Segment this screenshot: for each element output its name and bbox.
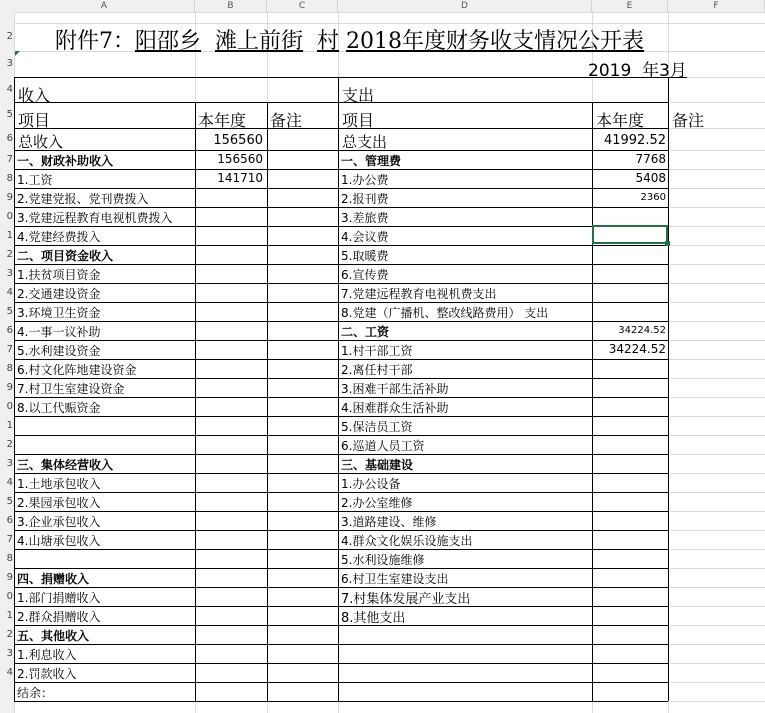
income-row-label[interactable]: 1.工资 — [17, 173, 53, 187]
cell-border — [14, 102, 668, 103]
row-header-number[interactable]: 5 — [6, 109, 13, 120]
title-prefix: 附件7： — [55, 29, 135, 54]
row-header-number[interactable]: 3 — [6, 647, 13, 659]
expense-row-label[interactable]: 三、基础建设 — [341, 458, 414, 472]
cell-border — [338, 77, 339, 701]
row-header-bar — [0, 12, 15, 713]
cell-border — [668, 77, 669, 701]
title-village: 村 — [317, 29, 340, 54]
expense-row-label[interactable]: 7.党建远程教育电视机费支出 — [341, 287, 497, 301]
column-header-c[interactable]: C — [267, 0, 338, 12]
row-header-number[interactable]: 5 — [6, 495, 13, 507]
expense-row-label[interactable]: 3.道路建设、维修 — [341, 515, 437, 529]
income-row-value[interactable]: 156560 — [217, 152, 263, 166]
cell-border — [14, 226, 668, 227]
cell-border — [195, 102, 196, 701]
cell-border — [14, 682, 668, 683]
cell-border — [14, 321, 668, 322]
expense-row-label[interactable]: 6.宣传费 — [341, 268, 389, 282]
income-row-label[interactable]: 6.村文化阵地建设资金 — [17, 363, 137, 377]
comment-indicator — [15, 51, 20, 56]
row-header-number[interactable]: 4 — [6, 286, 13, 298]
expense-row-label[interactable]: 2.报刊费 — [341, 192, 389, 206]
income-row-label[interactable]: 8.以工代赈资金 — [17, 401, 101, 415]
expense-row-label[interactable]: 二、工资 — [341, 325, 390, 339]
fill-handle[interactable] — [665, 241, 670, 246]
expense-row-label[interactable]: 6.村卫生室建设支出 — [341, 572, 449, 586]
cell-border — [14, 264, 668, 265]
expense-note-header: 备注 — [672, 111, 705, 130]
income-row-label[interactable]: 2.党建党报、党刊费拨入 — [17, 192, 149, 206]
expense-row-label[interactable]: 3.差旅费 — [341, 211, 389, 225]
expense-row-label[interactable]: 4.会议费 — [341, 230, 389, 244]
expense-row-label[interactable]: 2.离任村干部 — [341, 363, 413, 377]
row-header-number[interactable]: 2 — [6, 31, 13, 42]
row-header-number[interactable]: 4 — [6, 83, 13, 95]
cell-border — [14, 701, 668, 702]
cell-border — [14, 492, 668, 493]
row-header-number[interactable]: 1 — [6, 419, 13, 431]
column-header-e[interactable]: E — [592, 0, 668, 12]
income-row-label[interactable]: 2.果园承包收入 — [17, 496, 101, 510]
row-header-number[interactable]: 3 — [6, 58, 13, 69]
cell-border — [14, 473, 668, 474]
income-row-label[interactable]: 4.党建经费拨入 — [17, 230, 101, 244]
income-row-label[interactable]: 二、项目资金收入 — [17, 249, 114, 263]
row-header-number[interactable]: 9 — [6, 381, 13, 393]
income-row-label[interactable]: 3.环境卫生资金 — [17, 306, 101, 320]
expense-row-label[interactable]: 一、管理费 — [341, 154, 402, 168]
cell-border — [592, 102, 593, 701]
gridline — [14, 12, 765, 13]
cell-border — [14, 340, 668, 341]
cell-border — [267, 102, 268, 701]
income-row-label[interactable]: 4.一事一议补助 — [17, 325, 101, 339]
date-year: 2019 — [588, 61, 632, 81]
row-header-number[interactable]: 1 — [6, 609, 13, 621]
row-header-number[interactable]: 8 — [6, 362, 13, 374]
column-header-b[interactable]: B — [195, 0, 267, 12]
expense-item-header: 项目 — [342, 111, 375, 130]
income-row-label[interactable]: 1.土地承包收入 — [17, 477, 101, 491]
cell-border — [14, 549, 668, 550]
income-row-label[interactable]: 4.山塘承包收入 — [17, 534, 101, 548]
row-header-number[interactable]: 3 — [6, 267, 13, 279]
income-item-header: 项目 — [18, 111, 51, 130]
cell-border — [14, 568, 668, 569]
income-row-label[interactable]: 三、集体经营收入 — [17, 458, 114, 472]
cell-border — [14, 644, 668, 645]
income-row-label[interactable]: 3.企业承包收入 — [17, 515, 101, 529]
expense-row-label[interactable]: 5.取暖费 — [341, 249, 389, 263]
income-row-label[interactable]: 2.交通建设资金 — [17, 287, 101, 301]
cell-border — [14, 169, 668, 170]
cell-border — [14, 378, 668, 379]
expense-row-label[interactable]: 8.党建（广播机、整改线路费用） 支出 — [341, 306, 549, 320]
income-row-label[interactable]: 一、财政补助收入 — [17, 154, 114, 168]
row-header-number[interactable]: 2 — [6, 628, 13, 640]
cell-border — [14, 416, 668, 417]
row-header-number[interactable]: 9 — [6, 191, 13, 203]
row-header-number[interactable]: 0 — [6, 400, 13, 412]
income-row-label[interactable]: 3.党建远程教育电视机费拨入 — [17, 211, 173, 225]
total-expense-label: 总支出 — [342, 133, 388, 151]
income-row-label[interactable]: 7.村卫生室建设资金 — [17, 382, 125, 396]
cell-border — [14, 188, 668, 189]
income-row-label[interactable]: 2.罚款收入 — [17, 667, 77, 681]
cell-border — [14, 663, 668, 664]
income-note-header: 备注 — [270, 111, 303, 130]
title-township: 阳邵乡 — [135, 29, 202, 54]
cell-border — [14, 530, 668, 531]
row-header-number[interactable]: 7 — [6, 533, 13, 545]
expense-row-label[interactable]: 1.办公费 — [341, 173, 389, 187]
expense-section-header: 支出 — [342, 86, 375, 105]
income-row-label[interactable]: 结余： — [17, 686, 54, 700]
expense-row-label[interactable]: 5.水利设施维修 — [341, 553, 425, 567]
income-row-label[interactable]: 五、其他收入 — [17, 629, 90, 643]
row-header-number[interactable]: 2 — [6, 438, 13, 450]
cell-border — [14, 150, 668, 151]
expense-row-value[interactable]: 34224.52 — [608, 342, 666, 356]
expense-row-label[interactable]: 3.困难干部生活补助 — [341, 382, 449, 396]
total-income-label: 总收入 — [18, 133, 64, 151]
row-header-number[interactable]: 0 — [6, 210, 13, 222]
expense-row-label[interactable]: 4.群众文化娱乐设施支出 — [341, 534, 473, 548]
title-year: 2018 — [346, 29, 403, 54]
cell-border — [14, 511, 668, 512]
expense-row-label[interactable]: 5.保洁员工资 — [341, 420, 413, 434]
expense-row-value[interactable]: 5408 — [635, 171, 666, 185]
cell-border — [14, 207, 668, 208]
row-header-number[interactable]: 2 — [6, 248, 13, 260]
expense-row-value[interactable]: 2360 — [640, 192, 666, 203]
row-header-number[interactable]: 6 — [6, 514, 13, 526]
cell-border — [14, 435, 668, 436]
row-header-number[interactable]: 5 — [6, 305, 13, 317]
income-row-value[interactable]: 141710 — [217, 171, 263, 185]
total-expense-value[interactable]: 41992.52 — [603, 133, 666, 148]
expense-row-label[interactable]: 1.办公设备 — [341, 477, 401, 491]
cell-border — [14, 77, 15, 701]
row-header-number[interactable]: 9 — [6, 571, 13, 583]
income-row-label[interactable]: 四、捐赠收入 — [17, 572, 90, 586]
report-date — [588, 56, 687, 81]
row-header-number[interactable]: 7 — [6, 343, 13, 355]
column-header-d[interactable]: D — [338, 0, 592, 12]
row-header-number[interactable]: 1 — [6, 229, 13, 241]
cell-border — [14, 359, 668, 360]
page-title — [55, 24, 644, 55]
row-header-number[interactable]: 4 — [6, 476, 13, 488]
cell-border — [14, 245, 668, 246]
cell-border — [14, 77, 668, 78]
expense-annual-header: 本年度 — [596, 111, 645, 130]
row-header-number[interactable]: 8 — [6, 552, 13, 564]
cell-border — [14, 283, 668, 284]
row-header-number[interactable]: 8 — [6, 172, 13, 184]
active-cell-selection[interactable] — [592, 225, 668, 244]
row-header-number[interactable]: 6 — [6, 324, 13, 336]
row-header-number[interactable]: 0 — [6, 590, 13, 602]
expense-row-label[interactable]: 2.办公室维修 — [341, 496, 413, 510]
row-header-number[interactable]: 3 — [6, 457, 13, 469]
income-section-header: 收入 — [18, 86, 51, 105]
expense-row-value[interactable]: 7768 — [635, 152, 666, 166]
row-header-number[interactable]: 4 — [6, 666, 13, 678]
income-row-label[interactable]: 5.水利建设资金 — [17, 344, 101, 358]
expense-row-label[interactable]: 4.困难群众生活补助 — [341, 401, 449, 415]
income-row-label[interactable]: 1.利息收入 — [17, 648, 77, 662]
income-row-label[interactable]: 2.群众捐赠收入 — [17, 610, 101, 624]
expense-row-label[interactable]: 8.其他支出 — [341, 611, 406, 626]
column-header-a[interactable]: A — [14, 0, 195, 12]
cell-border — [14, 302, 668, 303]
date-month: 年3月 — [642, 61, 687, 81]
title-rest: 年度财务收支情况公开表 — [402, 29, 645, 54]
title-street: 滩上前街 — [215, 29, 304, 54]
expense-row-label[interactable]: 1.村干部工资 — [341, 344, 413, 358]
expense-row-value[interactable]: 34224.52 — [618, 325, 666, 336]
column-header-f[interactable]: F — [668, 0, 765, 12]
expense-row-label[interactable]: 7.村集体发展产业支出 — [341, 592, 471, 607]
total-income-value[interactable]: 156560 — [213, 133, 263, 148]
income-row-label[interactable]: 1.扶贫项目资金 — [17, 268, 101, 282]
income-annual-header: 本年度 — [198, 111, 247, 130]
cell-border — [14, 454, 668, 455]
cell-border — [14, 397, 668, 398]
expense-row-label[interactable]: 6.巡道人员工资 — [341, 439, 425, 453]
row-header-number[interactable]: 7 — [6, 153, 13, 165]
cell-border — [14, 128, 668, 129]
row-header-number[interactable]: 6 — [6, 133, 13, 144]
income-row-label[interactable]: 1.部门捐赠收入 — [17, 591, 101, 605]
